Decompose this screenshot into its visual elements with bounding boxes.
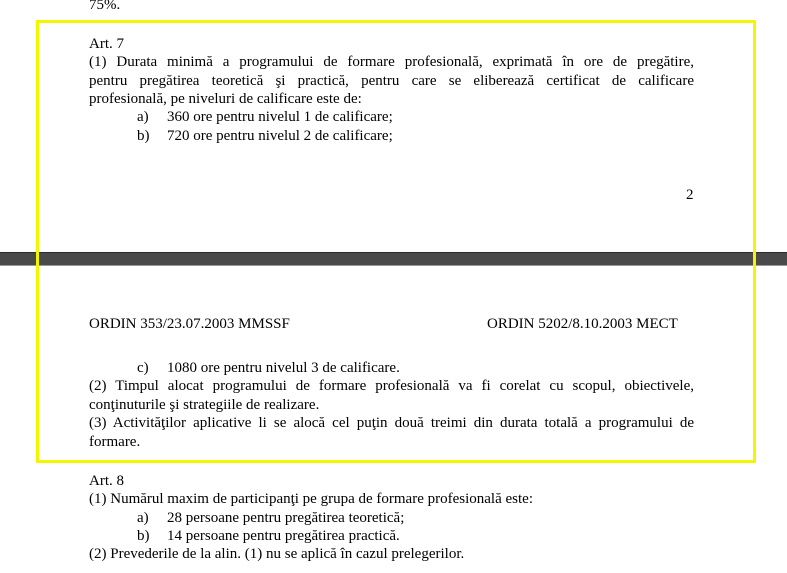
list-marker: a) — [137, 109, 149, 125]
list-marker: c) — [137, 360, 149, 376]
list-item-text: 360 ore pentru nivelul 1 de calificare; — [167, 109, 393, 125]
article-8-title: Art. 8 — [89, 473, 124, 489]
list-marker: b) — [137, 128, 150, 144]
art7-paragraph-1-line-2: pentru pregătirea teoretică şi practică, pentru care se eliberează certificat de calificare — [89, 73, 694, 89]
article-7-title: Art. 7 — [89, 36, 124, 52]
running-header-left: ORDIN 353/23.07.2003 MMSSF — [89, 316, 290, 332]
list-item-text: 1080 ore pentru nivelul 3 de calificare. — [167, 360, 400, 376]
list-marker: b) — [137, 528, 150, 544]
art8-paragraph-1: (1) Numărul maxim de participanţi pe grupa de formare profesională este: — [89, 491, 533, 507]
document-page-1 — [0, 0, 787, 252]
list-marker: a) — [137, 510, 149, 526]
art8-paragraph-2: (2) Prevederile de la alin. (1) nu se aplică în cazul prelegerilor. — [89, 546, 465, 562]
art7-paragraph-1-line-3: profesională, pe niveluri de calificare este de: — [89, 91, 362, 107]
art7-paragraph-2-line-2: conţinuturile şi strategiile de realizare. — [89, 397, 320, 413]
running-header-right: ORDIN 5202/8.10.2003 MECT — [487, 316, 678, 332]
page-number: 2 — [686, 187, 694, 203]
art7-paragraph-3-line-2: formare. — [89, 434, 141, 450]
list-item-text: 720 ore pentru nivelul 2 de calificare; — [167, 128, 393, 144]
page-separator — [0, 252, 787, 266]
list-item-text: 28 persoane pentru pregătirea teoretică; — [167, 510, 405, 526]
art7-paragraph-3-line-1: (3) Activităţilor aplicative li se alocă cel puţin două treimi din durata totală a programului de — [89, 415, 694, 431]
art7-paragraph-2-line-1: (2) Timpul alocat programului de formare profesională va fi corelat cu scopul, obiectivele, — [89, 378, 694, 394]
art7-paragraph-1-line-1: (1) Durata minimă a programului de formare profesională, exprimată în ore de pregătire, — [89, 54, 694, 70]
previous-text-fragment: 75%. — [89, 0, 121, 13]
list-item-text: 14 persoane pentru pregătirea practică. — [167, 528, 400, 544]
document-page-2 — [0, 266, 787, 573]
